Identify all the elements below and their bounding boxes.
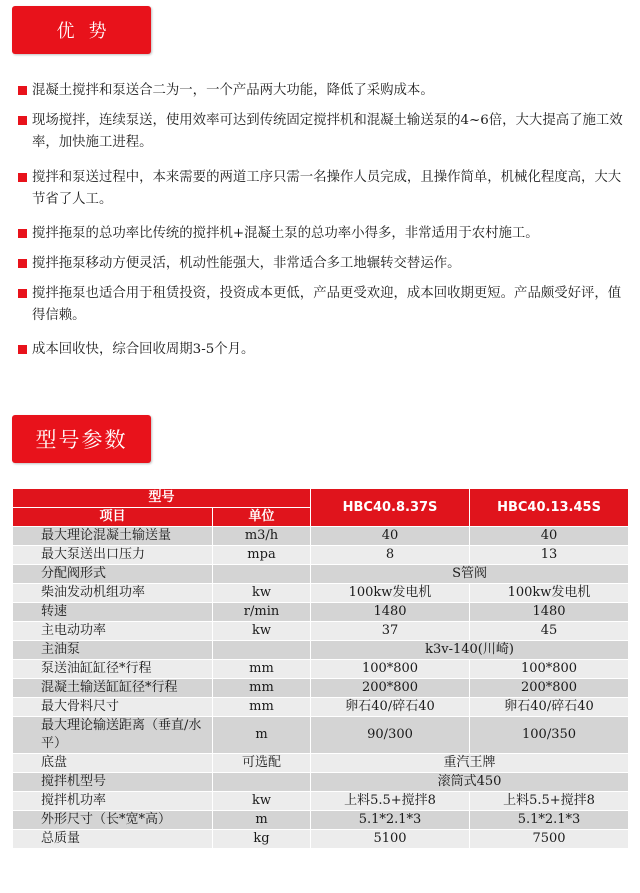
table-row: 最大理论混凝土输送量 m3/h 40 40 [13, 527, 629, 546]
table-row: 混凝土输送缸缸径*行程 mm 200*800 200*800 [13, 679, 629, 698]
advantages-title: 优势 [56, 21, 121, 42]
advantages-heading [12, 6, 151, 54]
table-row: 底盘 可选配 重汽王牌 [13, 754, 629, 773]
advantage-item: 混凝土搅拌和泵送合二为一，一个产品两大功能，降低了采购成本。 [12, 80, 632, 102]
advantage-item: 搅拌和泵送过程中，本来需要的两道工序只需一名操作人员完成，且操作简单，机械化程度高，大大节省了人工。 [12, 167, 632, 211]
bullet-icon [18, 173, 27, 182]
spec-table [12, 488, 629, 849]
advantages-list [12, 80, 632, 361]
table-row: 搅拌机功率 kw 上料5.5+搅拌8 上料5.5+搅拌8 [13, 792, 629, 811]
header-unit-label: 单位 [213, 508, 311, 527]
table-row: 外形尺寸（长*宽*高） m 5.1*2.1*3 5.1*2.1*3 [13, 811, 629, 830]
bullet-icon [18, 116, 27, 125]
specs-title: 型号参数 [35, 428, 128, 452]
table-row: 总质量 kg 5100 7500 [13, 830, 629, 849]
bullet-icon [18, 345, 27, 354]
bullet-icon [18, 289, 27, 298]
table-row: 最大泵送出口压力 mpa 8 13 [13, 546, 629, 565]
table-row: 泵送油缸缸径*行程 mm 100*800 100*800 [13, 660, 629, 679]
table-row: 最大理论输送距离（垂直/水平） m 90/300 100/350 [13, 717, 629, 754]
specs-heading [12, 415, 151, 463]
bullet-icon [18, 86, 27, 95]
header-item-label: 项目 [13, 508, 213, 527]
advantage-item: 搅拌拖泵移动方便灵活，机动性能强大，非常适合多工地辗转交替运作。 [12, 253, 632, 275]
header-model-label: 型号 [13, 489, 311, 508]
advantage-item: 搅拌拖泵的总功率比传统的搅拌机+混凝土泵的总功率小得多，非常适用于农村施工。 [12, 223, 632, 245]
advantage-item: 搅拌拖泵也适合用于租赁投资，投资成本更低，产品更受欢迎，成本回收期更短。产品颇受好评，值得信赖。 [12, 283, 632, 327]
table-row: 搅拌机型号 滚筒式450 [13, 773, 629, 792]
table-row: 主油泵 k3v-140(川崎) [13, 641, 629, 660]
advantage-item: 现场搅拌，连续泵送，使用效率可达到传统固定搅拌机和混凝土输送泵的4~6倍，大大提高了施工效率，加快施工进程。 [12, 110, 632, 154]
table-header-row [13, 489, 629, 508]
table-row: 最大骨料尺寸 mm 卵石40/碎石40 卵石40/碎石40 [13, 698, 629, 717]
header-model-b: HBC40.13.45S [470, 489, 629, 527]
header-model-a: HBC40.8.37S [311, 489, 470, 527]
bullet-icon [18, 259, 27, 268]
table-row: 转速 r/min 1480 1480 [13, 603, 629, 622]
advantage-item: 成本回收快，综合回收周期3-5个月。 [12, 339, 632, 361]
table-row: 主电动功率 kw 37 45 [13, 622, 629, 641]
bullet-icon [18, 229, 27, 238]
table-row: 分配阀形式 S管阀 [13, 565, 629, 584]
table-row: 柴油发动机组功率 kw 100kw发电机 100kw发电机 [13, 584, 629, 603]
